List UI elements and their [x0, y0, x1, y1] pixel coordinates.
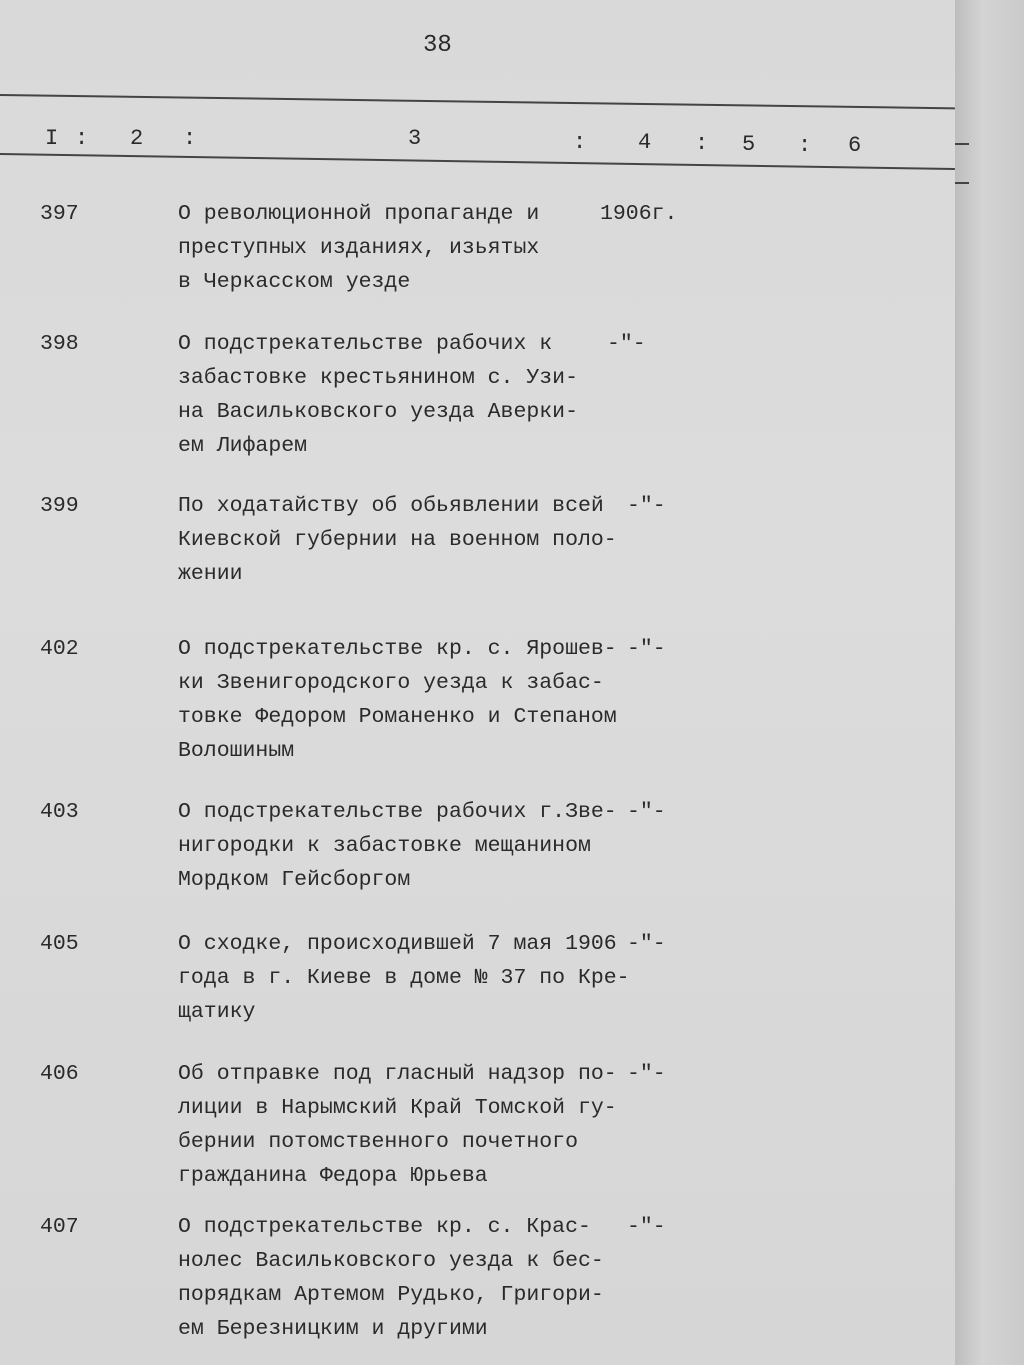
column-separator: : — [183, 126, 197, 151]
entry-date: -"- — [627, 800, 666, 824]
description-line: на Васильковского уезда Аверки- — [178, 400, 578, 424]
column-header-6: 6 — [848, 133, 862, 158]
description-line: жении — [178, 562, 243, 586]
entry-description — [178, 795, 617, 897]
header-top-rule — [0, 94, 955, 109]
description-line: ем Березницким и другими — [178, 1317, 488, 1341]
description-line: О подстрекательстве рабочих к — [178, 332, 553, 356]
description-line: нолес Васильковского уезда к бес- — [178, 1249, 604, 1273]
entry-number: 407 — [40, 1215, 79, 1239]
description-line: в Черкасском уезде — [178, 270, 411, 294]
description-line: преступных изданиях, изьятых — [178, 236, 540, 260]
description-line: ки Звенигородского уезда к забас- — [178, 671, 604, 695]
entry-date: -"- — [627, 1215, 666, 1239]
description-line: Мордком Гейсборгом — [178, 868, 411, 892]
description-line: Киевской губернии на военном поло- — [178, 528, 617, 552]
rule-mark — [955, 182, 969, 184]
column-header-5: 5 — [742, 132, 756, 157]
description-line: О революционной пропаганде и — [178, 202, 540, 226]
entry-date: -"- — [627, 494, 666, 518]
description-line: товке Федором Романенко и Степаном — [178, 705, 617, 729]
entry-description — [178, 1057, 617, 1193]
description-line: Об отправке под гласный надзор по- — [178, 1062, 617, 1086]
description-line: Волошиным — [178, 739, 295, 763]
column-separator: : — [573, 130, 587, 155]
description-line: гражданина Федора Юрьева — [178, 1164, 488, 1188]
column-separator: : — [75, 126, 89, 151]
description-line: бернии потомственного почетного — [178, 1130, 578, 1154]
header-bottom-rule — [0, 153, 955, 170]
column-separator: : — [695, 131, 709, 156]
entry-description — [178, 927, 630, 1029]
column-header-2: 2 — [130, 126, 144, 151]
entry-date: -"- — [627, 637, 666, 661]
entry-number: 402 — [40, 637, 79, 661]
entry-number: 397 — [40, 202, 79, 226]
column-separator: : — [798, 133, 812, 158]
page-number: 38 — [423, 32, 452, 59]
entry-number: 399 — [40, 494, 79, 518]
description-line: лиции в Нарымский Край Томской гу- — [178, 1096, 617, 1120]
entry-description — [178, 1210, 604, 1346]
entry-date: 1906г. — [600, 202, 678, 226]
entry-description — [178, 632, 617, 768]
rule-mark — [955, 143, 969, 145]
entry-date: -"- — [607, 332, 646, 356]
entry-description — [178, 327, 578, 463]
description-line: забастовке крестьянином с. Узи- — [178, 366, 578, 390]
description-line: нигородки к забастовке мещанином — [178, 834, 591, 858]
column-header-4: 4 — [638, 130, 652, 155]
entry-date: -"- — [627, 1062, 666, 1086]
page-edge — [955, 0, 1024, 1365]
description-line: ем Лифарем — [178, 434, 308, 458]
entry-number: 403 — [40, 800, 79, 824]
entry-date: -"- — [627, 932, 666, 956]
entry-description — [178, 197, 539, 299]
entry-number: 398 — [40, 332, 79, 356]
description-line: О подстрекательстве кр. с. Ярошев- — [178, 637, 617, 661]
column-header-3: 3 — [408, 126, 422, 151]
description-line: О подстрекательстве рабочих г.Зве- — [178, 800, 617, 824]
description-line: О подстрекательстве кр. с. Крас- — [178, 1215, 591, 1239]
entry-number: 406 — [40, 1062, 79, 1086]
entry-description — [178, 489, 617, 591]
description-line: года в г. Киеве в доме № 37 по Кре- — [178, 966, 630, 990]
description-line: порядкам Артемом Рудько, Григори- — [178, 1283, 604, 1307]
description-line: О сходке, происходившей 7 мая 1906 — [178, 932, 617, 956]
description-line: щатику — [178, 1000, 256, 1024]
description-line: По ходатайству об обьявлении всей — [178, 494, 604, 518]
column-header-1: I — [45, 126, 59, 151]
entry-number: 405 — [40, 932, 79, 956]
